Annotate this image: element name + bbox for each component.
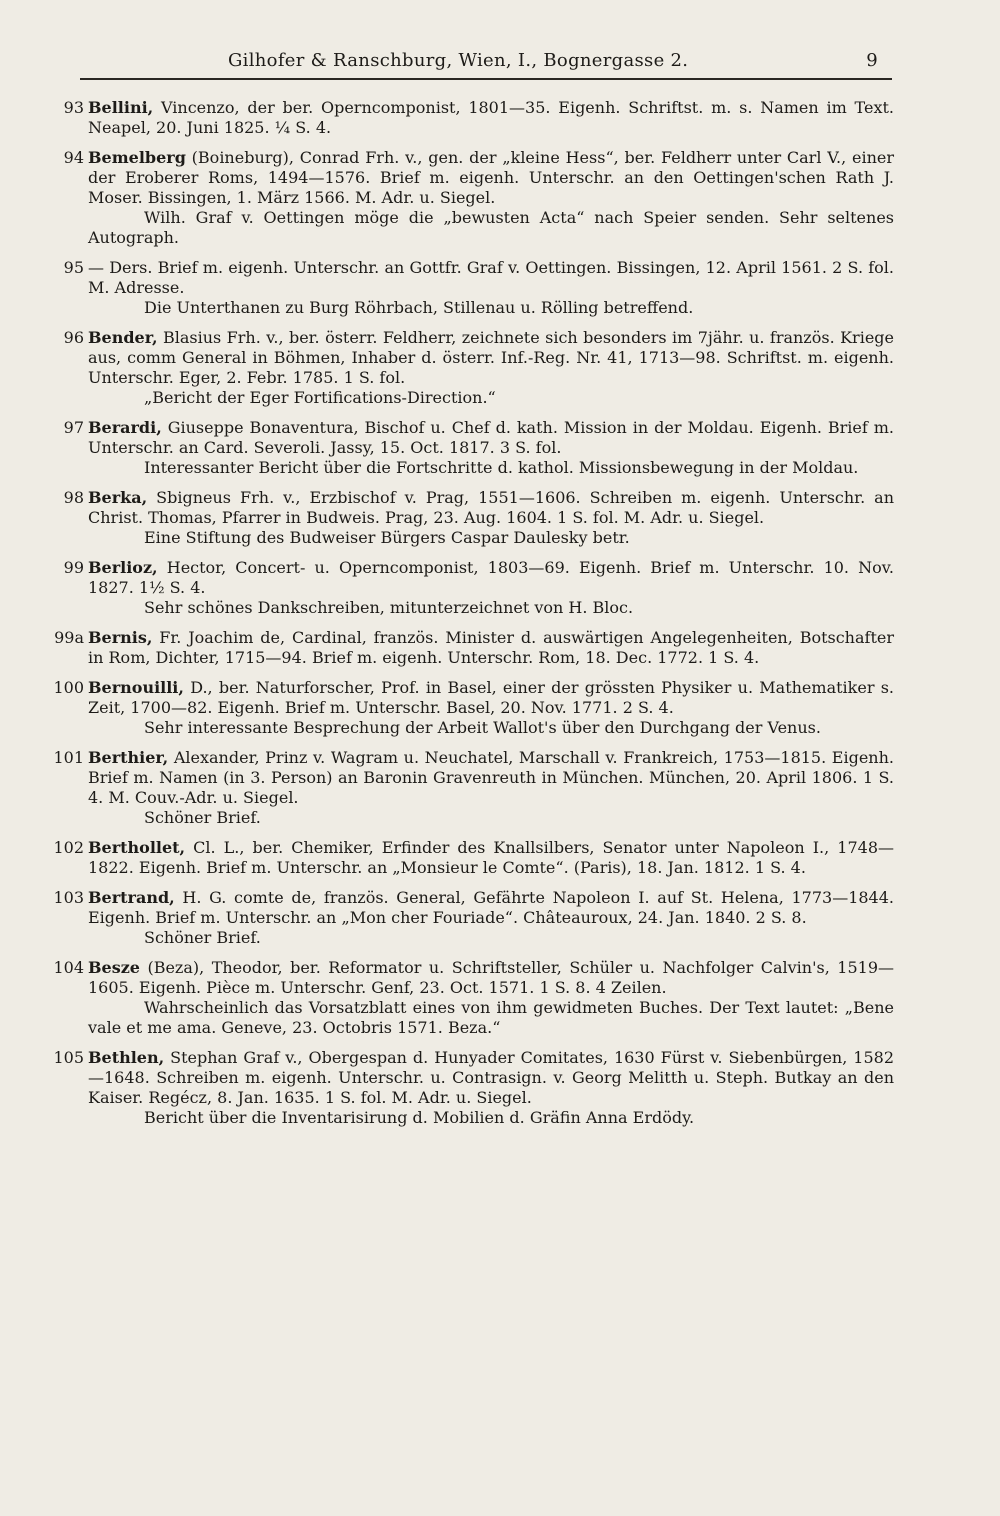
entry-note: Sehr interessante Besprechung der Arbeit Wallot's über den Durchgang der Venus. (144, 718, 821, 737)
entry-name: Bemelberg (88, 148, 186, 167)
entry-description: (Boineburg), Conrad Frh. v., gen. der „kleine Hess“, ber. Feldherr unter Carl V., einer der Eroberer Roms, 1494—1576. Brief m. eigenh. Unterschr. an den Oettingen'schen Rath J. Moser. Bissingen, 1. März 1566. M. Adr. u. Siegel. (88, 148, 894, 207)
entry-number: 95 (63, 258, 84, 277)
entry-name: Bertrand, (88, 888, 175, 907)
catalog-entry (44, 558, 894, 618)
catalog-entry (44, 838, 894, 878)
entry-description: Cl. L., ber. Chemiker, Erfinder des Knallsilbers, Senator unter Napoleon I., 1748—1822. Eigenh. Brief m. Unterschr. an „Monsieur le Comte“. (Paris), 18. Jan. 1812. 1 S. 4. (88, 838, 894, 877)
entry-text (88, 958, 894, 998)
entry-description: Vincenzo, der ber. Operncomponist, 1801—35. Eigenh. Schriftst. m. s. Namen im Text. Neapel, 20. Juni 1825. ¼ S. 4. (88, 98, 894, 137)
entry-description: Stephan Graf v., Obergespan d. Hunyader Comitates, 1630 Fürst v. Siebenbürgen, 1582—1648. Schreiben m. eigenh. Unterschr. u. Contrasign. v. Georg Melitth u. Steph. Butkay an den Kaiser. Regécz, 8. Jan. 1635. 1 S. fol. M. Adr. u. Siegel. (88, 1048, 894, 1107)
entry-note: „Bericht der Eger Fortifications-Direction.“ (144, 388, 496, 407)
page-number: 9 (866, 50, 878, 71)
page-header (80, 44, 892, 80)
entry-description: Alexander, Prinz v. Wagram u. Neuchatel, Marschall v. Frankreich, 1753—1815. Eigenh. Brief m. Namen (in 3. Person) an Baronin Gravenreuth in München. München, 20. April 1806. 1 S. 4. M. Couv.-Adr. u. Siegel. (88, 748, 894, 807)
entry-text (88, 98, 894, 138)
catalog-entries (44, 98, 894, 1138)
entry-number: 105 (53, 1048, 84, 1067)
entry-number: 104 (53, 958, 84, 977)
entry-name: Berthier, (88, 748, 169, 767)
entry-name: Bethlen, (88, 1048, 165, 1067)
entry-number: 94 (63, 148, 84, 167)
entry-name: Bender, (88, 328, 158, 347)
entry-note: Sehr schönes Dankschreiben, mitunterzeichnet von H. Bloc. (144, 598, 634, 617)
entry-note: Bericht über die Inventarisirung d. Mobilien d. Gräfin Anna Erdödy. (144, 1108, 695, 1127)
catalog-entry (44, 98, 894, 138)
catalog-entry (44, 958, 894, 1038)
entry-description: D., ber. Naturforscher, Prof. in Basel, einer der grössten Physiker u. Mathematiker s. Zeit, 1700—82. Eigenh. Brief m. Unterschr. Basel, 20. Nov. 1771. 2 S. 4. (88, 678, 894, 717)
catalog-entry (44, 488, 894, 548)
entry-text (88, 1048, 894, 1108)
entry-number: 102 (53, 838, 84, 857)
catalog-entry (44, 628, 894, 668)
entry-number: 103 (53, 888, 84, 907)
entry-number: 100 (53, 678, 84, 697)
entry-number: 101 (53, 748, 84, 767)
entry-name: Bellini, (88, 98, 154, 117)
entry-number: 99a (54, 628, 84, 647)
entry-note: Wahrscheinlich das Vorsatzblatt eines von ihm gewidmeten Buches. Der Text lautet: „Bene vale et me ama. Geneve, 23. Octobris 1571. Beza.“ (88, 998, 894, 1037)
entry-description: Sbigneus Frh. v., Erzbischof v. Prag, 1551—1606. Schreiben m. eigenh. Unterschr. an Christ. Thomas, Pfarrer in Budweis. Prag, 23. Aug. 1604. 1 S. fol. M. Adr. u. Siegel. (88, 488, 894, 527)
entry-number: 97 (63, 418, 84, 437)
entry-description: (Beza), Theodor, ber. Reformator u. Schriftsteller, Schüler u. Nachfolger Calvin's, 1519—1605. Eigenh. Pièce m. Unterschr. Genf, 23. Oct. 1571. 1 S. 8. 4 Zeilen. (88, 958, 894, 997)
entry-text (88, 678, 894, 718)
catalog-entry (44, 148, 894, 248)
entry-name: Berlioz, (88, 558, 158, 577)
entry-text (88, 258, 894, 298)
entry-text (88, 328, 894, 388)
entry-description: Fr. Joachim de, Cardinal, französ. Minister d. auswärtigen Angelegenheiten, Botschafter in Rom, Dichter, 1715—94. Brief m. eigenh. Unterschr. Rom, 18. Dec. 1772. 1 S. 4. (88, 628, 894, 667)
entry-name: Besze (88, 958, 140, 977)
entry-name: Berthollet, (88, 838, 186, 857)
entry-number: 99 (63, 558, 84, 577)
entry-description: Blasius Frh. v., ber. österr. Feldherr, zeichnete sich besonders im 7jähr. u. französ. Kriege aus, comm General in Böhmen, Inhaber d. österr. Inf.-Reg. Nr. 41, 1713—98. Schriftst. m. eigenh. Unterschr. Eger, 2. Febr. 1785. 1 S. fol. (88, 328, 894, 387)
entry-note: Die Unterthanen zu Burg Röhrbach, Stillenau u. Rölling betreffend. (144, 298, 694, 317)
entry-name: Berardi, (88, 418, 162, 437)
catalog-entry (44, 748, 894, 828)
catalog-entry (44, 1048, 894, 1128)
catalog-entry (44, 258, 894, 318)
entry-text (88, 838, 894, 878)
entry-name: Berka, (88, 488, 148, 507)
entry-note: Interessanter Bericht über die Fortschritte d. kathol. Missionsbewegung in der Moldau. (144, 458, 859, 477)
entry-text (88, 888, 894, 928)
entry-note: Schöner Brief. (144, 928, 261, 947)
entry-description: H. G. comte de, französ. General, Gefährte Napoleon I. auf St. Helena, 1773—1844. Eigenh. Brief m. Unterschr. an „Mon cher Fouriade“. Châteauroux, 24. Jan. 1840. 2 S. 8. (88, 888, 894, 927)
entry-description: Giuseppe Bonaventura, Bischof u. Chef d. kath. Mission in der Moldau. Eigenh. Brief m. Unterschr. an Card. Severoli. Jassy, 15. Oct. 1817. 3 S. fol. (88, 418, 894, 457)
entry-description: Hector, Concert- u. Operncomponist, 1803—69. Eigenh. Brief m. Unterschr. 10. Nov. 1827. 1½ S. 4. (88, 558, 894, 597)
catalog-entry (44, 888, 894, 948)
catalog-entry (44, 328, 894, 408)
entry-description: — Ders. Brief m. eigenh. Unterschr. an Gottfr. Graf v. Oettingen. Bissingen, 12. April 1561. 2 S. fol. M. Adresse. (88, 258, 894, 297)
entry-note: Eine Stiftung des Budweiser Bürgers Caspar Daulesky betr. (144, 528, 630, 547)
entry-name: Bernouilli, (88, 678, 184, 697)
entry-text (88, 418, 894, 458)
entry-text (88, 628, 894, 668)
running-title: Gilhofer & Ranschburg, Wien, I., Bognergasse 2. (228, 50, 689, 71)
entry-text (88, 748, 894, 808)
entry-note: Wilh. Graf v. Oettingen möge die „bewusten Acta“ nach Speier senden. Sehr seltenes Autograph. (88, 208, 894, 247)
catalog-entry (44, 418, 894, 478)
entry-number: 93 (63, 98, 84, 117)
entry-name: Bernis, (88, 628, 153, 647)
entry-number: 98 (63, 488, 84, 507)
entry-text (88, 558, 894, 598)
entry-number: 96 (63, 328, 84, 347)
entry-text (88, 488, 894, 528)
catalog-entry (44, 678, 894, 738)
entry-note: Schöner Brief. (144, 808, 261, 827)
entry-text (88, 148, 894, 208)
